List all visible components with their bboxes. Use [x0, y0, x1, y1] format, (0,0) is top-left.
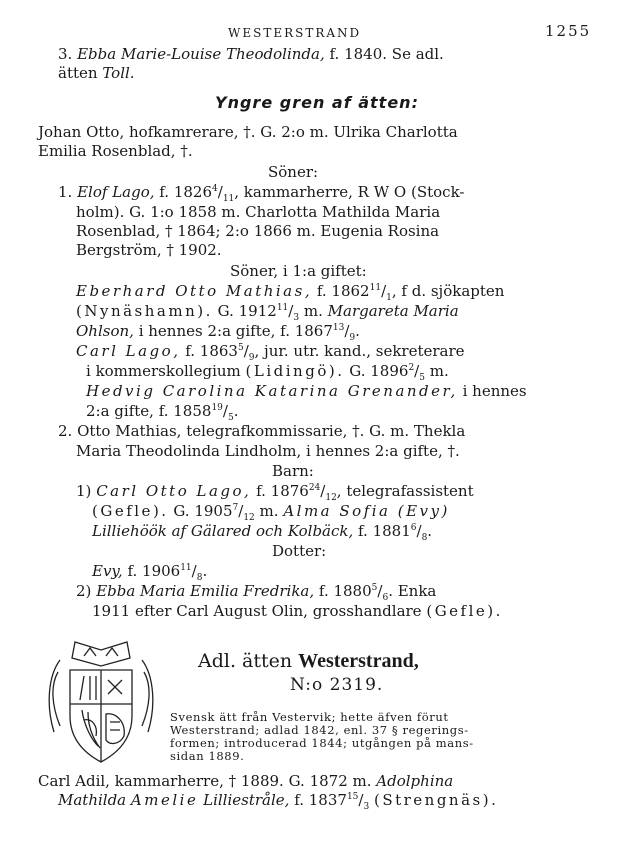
date-day: 7 [232, 503, 239, 513]
coat-of-arms-icon [40, 636, 162, 770]
spouse-surname: Lilliestråle, [203, 791, 290, 809]
page-number: 1255 [545, 22, 592, 40]
eberhard-line-1: Eberhard Otto Mathias, f. $1862^{11}/_1$, f d. sjökapten [76, 282, 505, 303]
place-name: (Gefle). [92, 502, 169, 520]
date-month: 8 [196, 573, 203, 583]
family-desc-4: sidan 1889. [170, 749, 245, 763]
date-month: 12 [243, 513, 255, 523]
date-month: 5 [227, 413, 234, 423]
marriage-date: G. 1912 [217, 302, 277, 320]
place-name: (Strengnäs). [373, 791, 499, 809]
date-month: 3 [293, 313, 300, 323]
entry-number: 3. [58, 45, 73, 63]
marriage-date: G. 1905 [173, 502, 233, 520]
entry-text: , telegrafassistent [336, 482, 474, 500]
punctuation: . [202, 562, 208, 580]
family-desc-3: formen; introducerad 1844; utgången på mans- [170, 736, 474, 750]
date-day: 11 [276, 303, 289, 313]
spouse-name: Adolphina [376, 772, 454, 790]
family-title-name: Westerstrand, [298, 650, 419, 672]
spouse-name: Amelie [130, 791, 199, 809]
carl-adil-line-1 [38, 772, 453, 790]
ebba-line-1: 2) Ebba Maria Emilia Fredrika, f. $1880^5/_6$. Enka [76, 582, 437, 603]
date-day: 11 [180, 563, 192, 573]
date-day: 2 [408, 363, 415, 373]
entry-text: i hennes [462, 382, 527, 400]
entry-text: ätten [58, 64, 98, 82]
birth-date: f. 1876 [256, 482, 309, 500]
person-name: Ebba Marie-Louise Theodolinda, [77, 45, 325, 63]
carl-line-2: i kommerskollegium (Lidingö). G. $1896^2/_5$ m. [86, 362, 449, 383]
family-desc-2: Westerstrand; adlad 1842, enl. 37 § regerings- [170, 723, 469, 737]
barn-label: Barn: [272, 462, 314, 480]
date-day: 13 [332, 323, 345, 333]
date-month: 8 [421, 533, 428, 543]
date-month: 11 [222, 194, 235, 204]
family-title [198, 650, 419, 672]
family-number: N:o 2319. [290, 675, 384, 695]
spouse-name: Margareta Maria [327, 302, 459, 320]
date-day: 5 [371, 583, 378, 593]
entry-text: m. [259, 502, 279, 520]
entry-text: Carl Adil, kammarherre, † 1889. G. 1872 m. [38, 772, 372, 790]
entry-text: 2:a gifte, f. 1858 [86, 402, 212, 420]
carl-line-3 [86, 382, 527, 400]
entry-text: m. [429, 362, 449, 380]
entry-text: 1911 efter Carl August Olin, grosshandlare [92, 602, 422, 620]
section-heading: Yngre gren af ätten: [215, 93, 419, 112]
place-name: (Lidingö). [245, 362, 345, 380]
johan-line-1: Johan Otto, hofkamrerare, †. G. 2:o m. Ulrika Charlotta [38, 123, 458, 141]
person-name: Elof Lago, [77, 183, 155, 201]
eberhard-line-2: (Nynäshamn). G. $1912^{11}/_3$ m. Margareta Maria [76, 302, 459, 323]
entry-text: , kammarherre, R W O (Stock- [234, 183, 465, 201]
person-name: Carl Otto Lago, [96, 482, 252, 500]
birth-date: f. 1880 [318, 582, 372, 600]
date-month: 12 [325, 493, 337, 503]
punctuation: . [355, 322, 360, 340]
date-day: 11 [369, 283, 382, 293]
family-name: Toll. [102, 64, 135, 82]
entry-3-line-2 [58, 64, 135, 82]
date-month: 6 [382, 593, 389, 603]
spouse-name: Hedvig Carolina Katarina Grenander, [86, 382, 458, 400]
carl-otto-line-3: Lilliehöök af Gälared och Kolbäck, f. $1881^6/_8$. [92, 522, 433, 543]
carl-otto-line-2: (Gefle). G. $1905^7/_{12}$ m. Alma Sofia (Evy) [92, 502, 450, 523]
elof-line-1: 1. Elof Lago, f. $1826^4/_{11}$, kammarherre, R W O (Stock- [58, 183, 465, 204]
spouse-name: Alma Sofia (Evy) [283, 502, 450, 520]
family-title-prefix: Adl. ätten [198, 650, 293, 672]
date-month: 1 [386, 293, 392, 303]
entry-number: 2) [76, 582, 92, 600]
elof-line-2: holm). G. 1:o 1858 m. Charlotta Mathilda Maria [76, 203, 441, 221]
entry-text: i kommerskollegium [86, 362, 241, 380]
person-name: Ebba Maria Emilia Fredrika, [96, 582, 315, 600]
person-name: Eberhard Otto Mathias, [76, 282, 313, 300]
date-month: 5 [419, 373, 425, 383]
elof-line-4: Bergström, † 1902. [76, 241, 222, 259]
date-day: 6 [410, 523, 417, 533]
spouse-surname: Lilliehöök af Gälared och Kolbäck, [92, 522, 354, 540]
date-day: 19 [211, 403, 223, 413]
birth-date: f. 1863 [185, 342, 238, 360]
entry-text: m. [303, 302, 323, 320]
entry-text: f. 1881 [358, 522, 411, 540]
date-day: 15 [346, 792, 359, 802]
entry-number: 1. [58, 183, 73, 201]
ebba-line-2 [92, 602, 503, 620]
entry-text: , jur. utr. kand., sekreterare [254, 342, 465, 360]
evy-line: Evy, f. $1906^{11}/_8$. [92, 562, 208, 583]
entry-text: , f d. sjökapten [391, 282, 505, 300]
soner-label: Söner: [268, 163, 319, 181]
eberhard-line-3: Ohlson, i hennes 2:a gifte, f. $1867^{13}/_9$. [76, 322, 360, 343]
entry-3-line-1 [58, 45, 444, 63]
punctuation: . [233, 402, 239, 420]
date-day: 5 [237, 343, 244, 353]
otto-line-1: 2. Otto Mathias, telegrafkommissarie, †. G. m. Thekla [58, 422, 466, 440]
birth-date: f. 1826 [159, 183, 213, 201]
punctuation: . [427, 522, 433, 540]
person-name: Carl Lago, [76, 342, 181, 360]
carl-line-1: Carl Lago, f. $1863^5/_9$, jur. utr. kand., sekreterare [76, 342, 465, 363]
entry-text: . Enka [388, 582, 437, 600]
date-day: 24 [308, 483, 321, 493]
dotter-label: Dotter: [272, 542, 327, 560]
place-name: (Gefle). [426, 602, 503, 620]
carl-line-4: 2:a gifte, f. $1858^{19}/_5$. [86, 402, 239, 423]
entry-number: 1) [76, 482, 92, 500]
date-month: 9 [349, 333, 356, 343]
carl-otto-line-1: 1) Carl Otto Lago, f. $1876^{24}/_{12}$, telegrafassistent [76, 482, 474, 503]
birth-date: f. 1906 [127, 562, 181, 580]
person-name: Evy, [92, 562, 123, 580]
carl-adil-line-2: Mathilda Amelie Lilliestråle, f. $1837^{15}/_3$ (Strengnäs). [58, 791, 499, 812]
date-day: 4 [212, 184, 218, 194]
place-name: (Nynäshamn). [76, 302, 213, 320]
elof-line-3: Rosenblad, † 1864; 2:o 1866 m. Eugenia Rosina [76, 222, 440, 240]
marriage-date: G. 1896 [349, 362, 409, 380]
running-title: WESTERSTRAND [228, 26, 362, 40]
date-month: 9 [248, 353, 255, 363]
johan-line-2: Emilia Rosenblad, †. [38, 142, 193, 160]
otto-line-2: Maria Theodolinda Lindholm, i hennes 2:a gifte, †. [76, 442, 460, 460]
family-desc-1: Svensk ätt från Vestervik; hette äfven förut [170, 710, 449, 724]
soner-giftet-label: Söner, i 1:a giftet: [230, 262, 367, 280]
birth-date: f. 1862 [316, 282, 370, 300]
spouse-surname: Ohlson, [76, 322, 134, 340]
entry-text: i hennes 2:a gifte, f. 1867 [138, 322, 333, 340]
date-month: 3 [363, 802, 370, 812]
entry-text: f. 1840. Se adl. [329, 45, 444, 63]
spouse-name: Mathilda [58, 791, 127, 809]
birth-date: f. 1837 [294, 791, 347, 809]
